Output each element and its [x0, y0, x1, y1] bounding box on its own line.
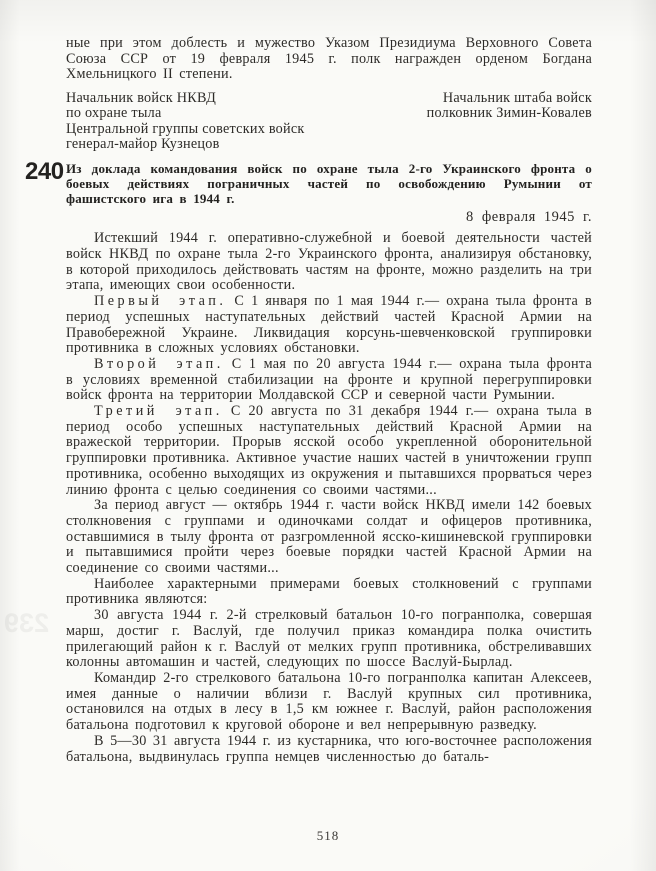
- paragraph-text: С 1 мая по 20 августа 1944 г.— охрана тыла фронта в условиях временной стабилизации на фронте и крупной перегруппировки войск фронта на территории Молдавской ССР и северной части Румынии.: [66, 355, 592, 404]
- paragraph-lead-in: Второй этап.: [94, 355, 224, 372]
- paragraph: [66, 577, 592, 608]
- document-body: [66, 231, 592, 765]
- paragraph-text: Командир 2-го стрелкового батальона 10-го погранполка капитан Алексеев, имея данные о наличии вблизи г. Васлуй крупных сил противника, остановился на отдых в лесу в 1,5 км южнее г. Васлуй, район расположения батальона подготовил к круговой обороне и вел непрерывную разведку.: [66, 669, 592, 734]
- paragraph: [66, 498, 592, 577]
- paragraph: [66, 671, 592, 734]
- paragraph: [66, 734, 592, 765]
- paragraph-text: В 5—30 31 августа 1944 г. из кустарника, что юго-восточнее расположения батальона, выдвинулась группа немцев численностью до баталь-: [66, 732, 592, 765]
- paragraph-text: С 20 августа по 31 декабря 1944 г.— охрана тыла в период особо успешных наступательных действий Красной Армии на вражеской территории. Прорыв ясской особо укрепленной оборонительной группировки противника. Активное участие наших частей в уничтожении групп противника, особенно выходящих из окружения и пытавшихся прорваться через линию фронта с целью соединения со своими частями...: [66, 403, 592, 498]
- paragraph: [66, 404, 592, 498]
- previous-document-closing-paragraph: ные при этом доблесть и мужество Указом Президиума Верховного Совета Союза ССР от 19 февраля 1945 г. полк награжден орденом Богдана Хмельницкого II степени.: [66, 35, 592, 83]
- signature-line: генерал-майор Кузнецов: [66, 136, 220, 152]
- document-date: 8 февраля 1945 г.: [466, 209, 592, 226]
- signature-right-column: [427, 91, 592, 122]
- paragraph-text: Наиболее характерными примерами боевых столкновений с группами противника являются:: [66, 575, 592, 608]
- signature-line: Начальник штаба войск: [442, 90, 592, 107]
- document-number: 240: [25, 158, 64, 186]
- paragraph-text: С 1 января по 1 мая 1944 г.— охрана тыла фронта в период успешных наступательных действий частей Красной Армии на Правобережной Украине. Ликвидация корсунь-шевченковской группировки противника в сложных условиях обстановки.: [66, 293, 592, 357]
- signature-line: по охране тыла: [66, 105, 162, 122]
- bleedthrough-page-number: 239: [4, 608, 50, 638]
- paragraph: [66, 294, 592, 357]
- paragraph-text: 30 августа 1944 г. 2-й стрелковый батальон 10-го погранполка, совершая марш, достиг г. Васлуй, где получил приказ командира полка очистить прилегающий район к г. Васлуй от мелких групп противника, обстреливавших колонны автомашин и частей, следующих по шоссе Васлуй-Бырлад.: [66, 607, 592, 671]
- paragraph-lead-in: Первый этап.: [94, 293, 227, 310]
- signature-line: полковник Зимин-Ковалев: [426, 105, 592, 122]
- signature-line: Центральной группы советских войск: [66, 120, 305, 137]
- signature-left-column: [66, 91, 305, 152]
- signature-line: Начальник войск НКВД: [66, 90, 217, 107]
- paragraph: [66, 608, 592, 671]
- document-headnote: Из доклада командования войск по охране тыла 2-го Украинского фронта о боевых действиях пограничных частей по освобождению Румынии от фашистского ига в 1944 г.: [66, 161, 592, 207]
- signature-block: [66, 91, 592, 152]
- document-headnote-row: [25, 158, 592, 207]
- paragraph-text: Истекший 1944 г. оперативно-служебной и боевой деятельности частей войск НКВД по охране тыла 2-го Украинского фронта, анализируя обстановку, в которой приходилось действовать частям на фронте, можно разделить на три этапа, имеющих свои особенности.: [66, 230, 592, 294]
- page-number: 518: [316, 828, 340, 843]
- paragraph-text: За период август — октябрь 1944 г. части войск НКВД имели 142 боевых столкновения с группами и одиночками солдат и офицеров противника, оставшимися в тылу фронта от разгромленной ясско-кишиневской группировки и пытавшимися пройти через боевые порядки частей Красной Армии на соединение со своими частями...: [66, 497, 592, 577]
- paragraph-lead-in: Третий этап.: [94, 403, 223, 420]
- paragraph: [66, 357, 592, 404]
- paragraph: [66, 231, 592, 294]
